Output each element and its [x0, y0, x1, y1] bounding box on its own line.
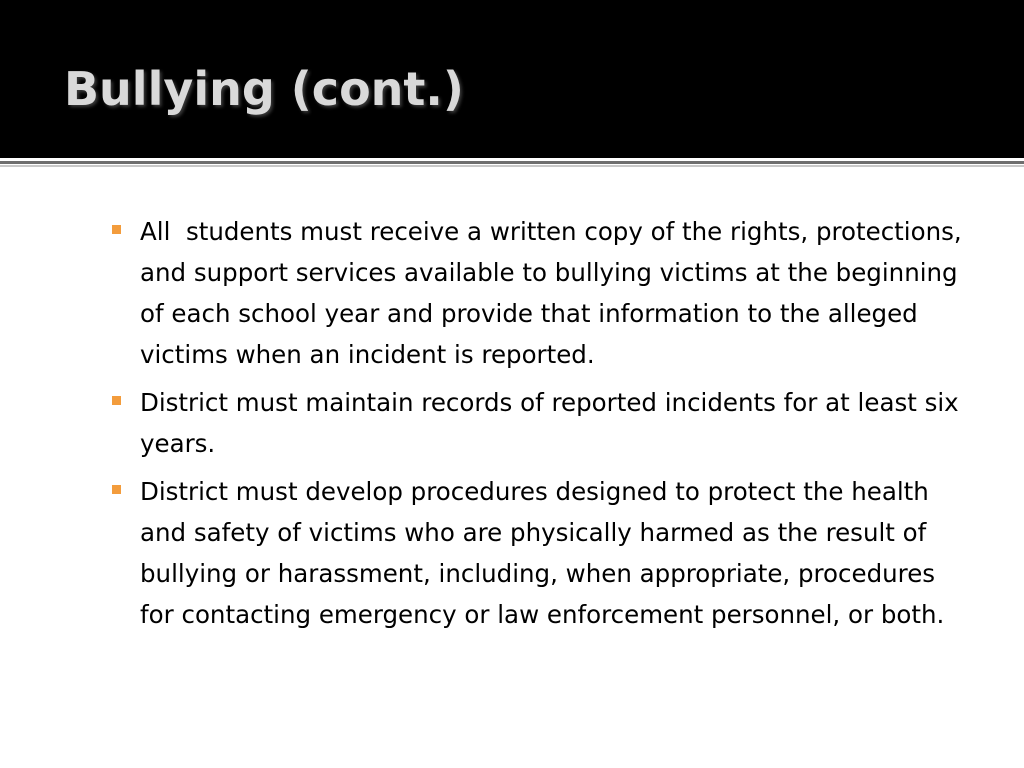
square-bullet-icon — [112, 225, 121, 234]
square-bullet-icon — [112, 396, 121, 405]
bullet-item — [112, 382, 967, 464]
bullet-text: District must maintain records of reported incidents for at least six years. — [140, 388, 967, 458]
slide-title: Bullying (cont.) — [64, 62, 464, 116]
title-divider — [0, 161, 1024, 164]
square-bullet-icon — [112, 485, 121, 494]
title-divider-light — [0, 165, 1024, 167]
bullet-item — [112, 471, 962, 635]
bullet-item — [112, 211, 970, 375]
bullet-list — [112, 211, 970, 642]
bullet-text: District must develop procedures designed to protect the health and safety of victims who are physically harmed as the result of bullying or harassment, including, when appropriate, procedures for contacting emergency or law enforcement personnel, or both. — [140, 477, 945, 629]
bullet-text: All students must receive a written copy of the rights, protections, and support services available to bullying victims at the beginning of each school year and provide that information to the alleged victims when an incident is reported. — [140, 217, 970, 369]
title-bar — [0, 0, 1024, 158]
